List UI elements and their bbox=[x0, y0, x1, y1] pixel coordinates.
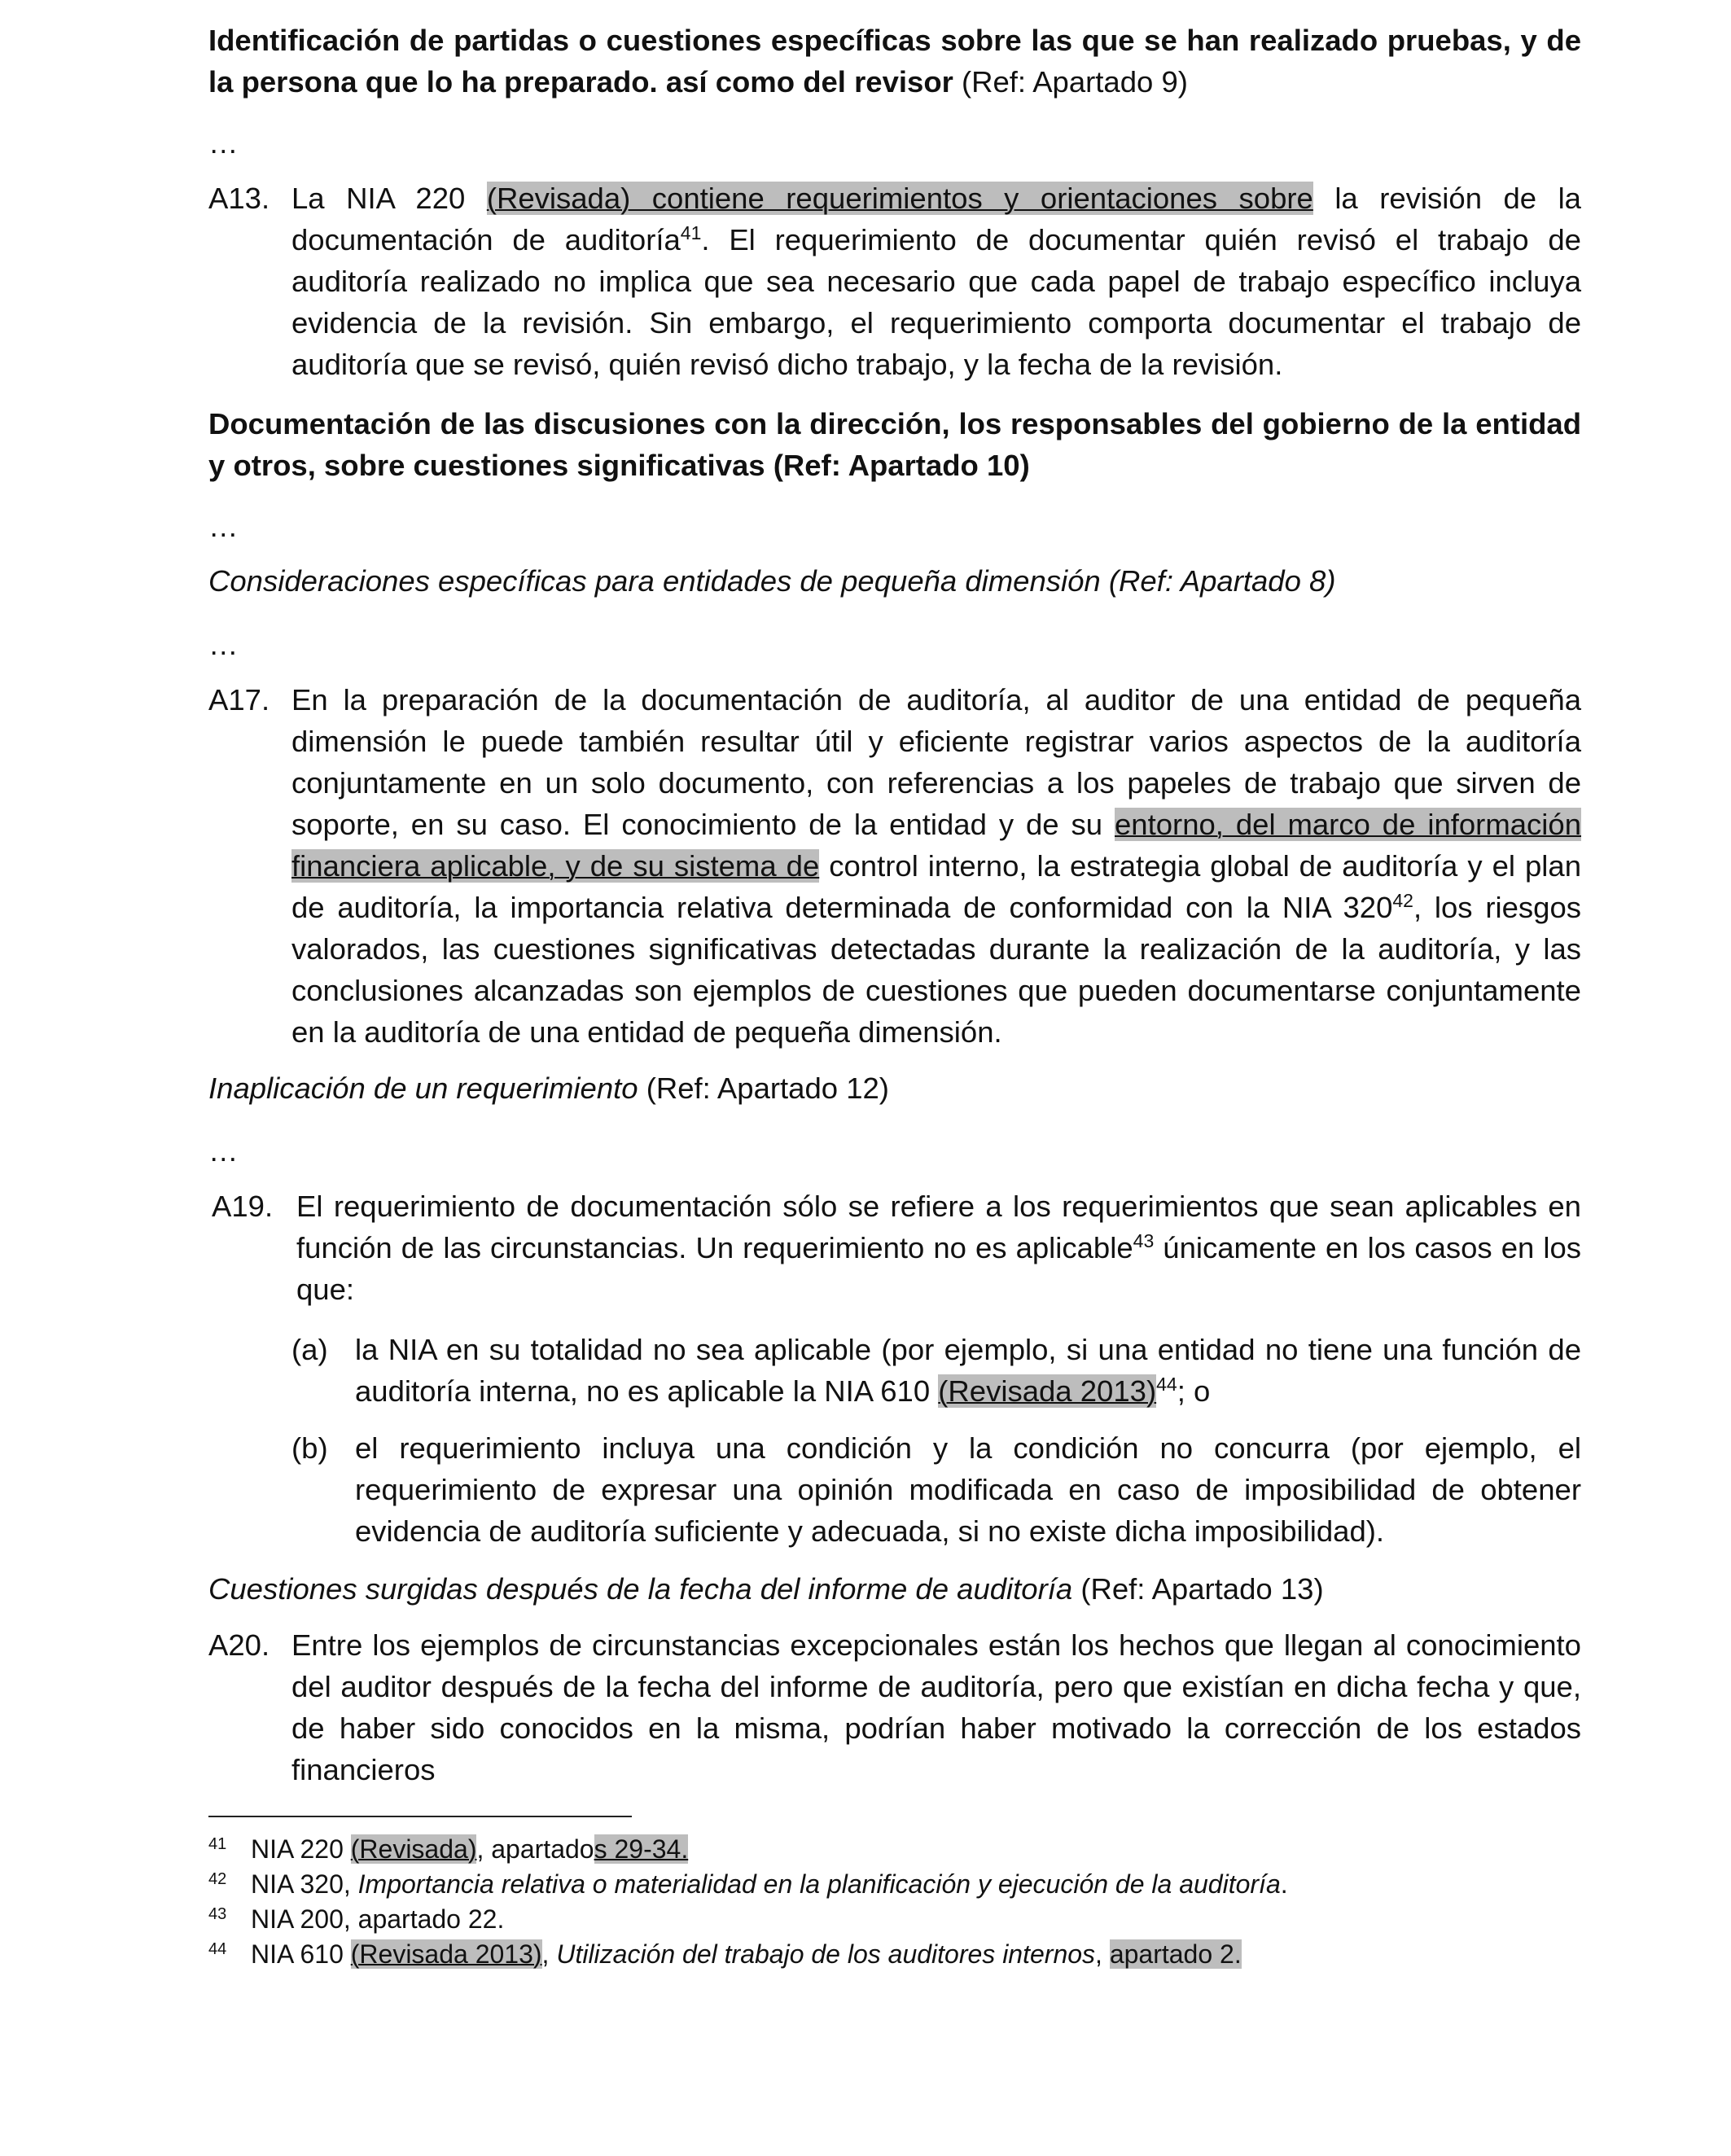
text: NIA 220 bbox=[251, 1834, 351, 1864]
ellipsis-2: … bbox=[208, 510, 239, 543]
list-item-a bbox=[208, 1329, 1581, 1412]
heading-inaplicacion-text: Inaplicación de un requerimiento bbox=[208, 1071, 638, 1105]
paragraph-a17 bbox=[208, 679, 1581, 1053]
italic-text: Utilización del trabajo de los auditores internos bbox=[556, 1939, 1096, 1969]
text: NIA 610 bbox=[251, 1939, 351, 1969]
heading-inaplicacion-ref: (Ref: Apartado 12) bbox=[638, 1071, 889, 1105]
heading-pequena-dimension-text: Consideraciones específicas para entidades de pequeña dimensión (Ref: Apartado 8) bbox=[208, 564, 1336, 598]
text: , bbox=[1095, 1939, 1110, 1969]
highlighted-text: (Revisada 2013) bbox=[938, 1374, 1157, 1408]
footnote-number: 42 bbox=[208, 1870, 227, 1888]
highlighted-text: apartado 2. bbox=[1109, 1939, 1242, 1969]
text: En la preparación de la documentación de auditoría, al auditor de una entidad de pequeña dimensión le puede también resultar útil y eficiente registrar varios aspectos de la auditoría conjuntamente en un solo documento, con referencias a los papeles de trabajo que sirven de soporte, en su caso. El conocimiento de la entidad y de su bbox=[291, 683, 1581, 841]
paragraph-a19 bbox=[208, 1185, 1581, 1310]
text: control interno, la estrategia global de auditoría y el plan de auditoría, la importancia relativa determinada de conformidad con la NIA 320 bbox=[291, 849, 1581, 924]
highlighted-text: entorno, del marco de información financiera aplicable, y de su sistema de bbox=[291, 808, 1581, 883]
footnote-ref-41: 41 bbox=[680, 221, 702, 243]
paragraph-number: A19. bbox=[212, 1190, 274, 1223]
text: ; o bbox=[1177, 1374, 1211, 1408]
heading-pequena-dimension bbox=[208, 560, 1581, 602]
footnote-number: 44 bbox=[208, 1940, 227, 1958]
text: la revisión de la documentación de auditoría bbox=[291, 182, 1581, 256]
list-label: (a) bbox=[291, 1333, 328, 1366]
text: El requerimiento de documentación sólo se refiere a los requerimientos que sean aplicables en función de las circunstancias. Un requerimiento no es aplicable bbox=[296, 1190, 1581, 1264]
text: , bbox=[541, 1939, 557, 1969]
text: NIA 320, bbox=[251, 1869, 358, 1899]
highlighted-text: (Revisada) contiene requerimientos y orientaciones sobre bbox=[486, 182, 1313, 215]
heading-partidas bbox=[208, 20, 1581, 103]
text: . bbox=[1280, 1869, 1288, 1899]
text: . El requerimiento de documentar quién revisó el trabajo de auditoría realizado no implica que sea necesario que cada papel de trabajo específico incluya evidencia de la revisión. Sin embargo, el requerimiento comporta documentar el trabajo de auditoría que se revisó, quién revisó dicho trabajo, y la fecha de la revisión. bbox=[291, 223, 1581, 381]
text: únicamente en los casos en los que: bbox=[296, 1231, 1581, 1306]
list-label: (b) bbox=[291, 1431, 328, 1465]
heading-partidas-ref: (Ref: Apartado 9) bbox=[953, 65, 1188, 99]
paragraph-number: A13. bbox=[208, 182, 270, 215]
footnote-number: 43 bbox=[208, 1905, 227, 1923]
text: la NIA en su totalidad no sea aplicable (por ejemplo, si una entidad no tiene una función de auditoría interna, no es aplicable la NIA 610 bbox=[355, 1333, 1581, 1408]
footnote-ref-42: 42 bbox=[1392, 889, 1413, 911]
italic-text: Importancia relativa o materialidad en la planificación y ejecución de la auditoría bbox=[357, 1869, 1281, 1899]
highlighted-text: s 29-34. bbox=[594, 1834, 689, 1864]
highlighted-text: (Revisada 2013) bbox=[350, 1939, 542, 1969]
heading-cuestiones-surgidas-ref: (Ref: Apartado 13) bbox=[1072, 1572, 1324, 1606]
text: , apartado bbox=[476, 1834, 594, 1864]
heading-discusiones bbox=[208, 403, 1581, 486]
heading-partidas-text: Identificación de partidas o cuestiones específicas sobre las que se han realizado pruebas, y de la persona que lo ha preparado. así como del revisor bbox=[208, 24, 1581, 99]
heading-cuestiones-surgidas-text: Cuestiones surgidas después de la fecha del informe de auditoría bbox=[208, 1572, 1073, 1606]
heading-cuestiones-surgidas bbox=[208, 1568, 1581, 1610]
paragraph-number: A20. bbox=[208, 1628, 270, 1662]
text: , los riesgos valorados, las cuestiones significativas detectadas durante la realización de la auditoría, y las conclusiones alcanzadas son ejemplos de cuestiones que pueden documentarse conjuntamente en la auditoría de una entidad de pequeña dimensión. bbox=[291, 891, 1581, 1049]
text: La NIA 220 bbox=[291, 182, 487, 215]
paragraph-a20 bbox=[208, 1624, 1581, 1790]
highlighted-text: (Revisada) bbox=[350, 1834, 477, 1864]
paragraph-number: A17. bbox=[208, 683, 270, 716]
footnote-separator bbox=[208, 1816, 632, 1817]
ellipsis-3: … bbox=[208, 628, 239, 661]
ellipsis-1: … bbox=[208, 126, 239, 160]
footnote-ref-44: 44 bbox=[1156, 1373, 1177, 1395]
heading-inaplicacion bbox=[208, 1067, 1581, 1109]
text: NIA 200, apartado 22. bbox=[251, 1904, 505, 1934]
text: el requerimiento incluya una condición y la condición no concurra (por ejemplo, el requerimiento de expresar una opinión modificada en caso de imposibilidad de obtener evidencia de auditoría suficiente y adecuada, si no existe dicha imposibilidad). bbox=[355, 1431, 1581, 1548]
ellipsis-4: … bbox=[208, 1134, 239, 1168]
footnote-ref-43: 43 bbox=[1133, 1229, 1155, 1251]
heading-discusiones-text: Documentación de las discusiones con la dirección, los responsables del gobierno de la entidad y otros, sobre cuestiones significativas (Ref: Apartado 10) bbox=[208, 407, 1581, 482]
list-item-b bbox=[208, 1427, 1581, 1552]
footnote-number: 41 bbox=[208, 1835, 227, 1853]
paragraph-a13 bbox=[208, 177, 1581, 385]
text: Entre los ejemplos de circunstancias excepcionales están los hechos que llegan al conocimiento del auditor después de la fecha del informe de auditoría, pero que existían en dicha fecha y que, de haber sido conocidos en la misma, podrían haber motivado la corrección de los estados financieros bbox=[291, 1628, 1581, 1786]
